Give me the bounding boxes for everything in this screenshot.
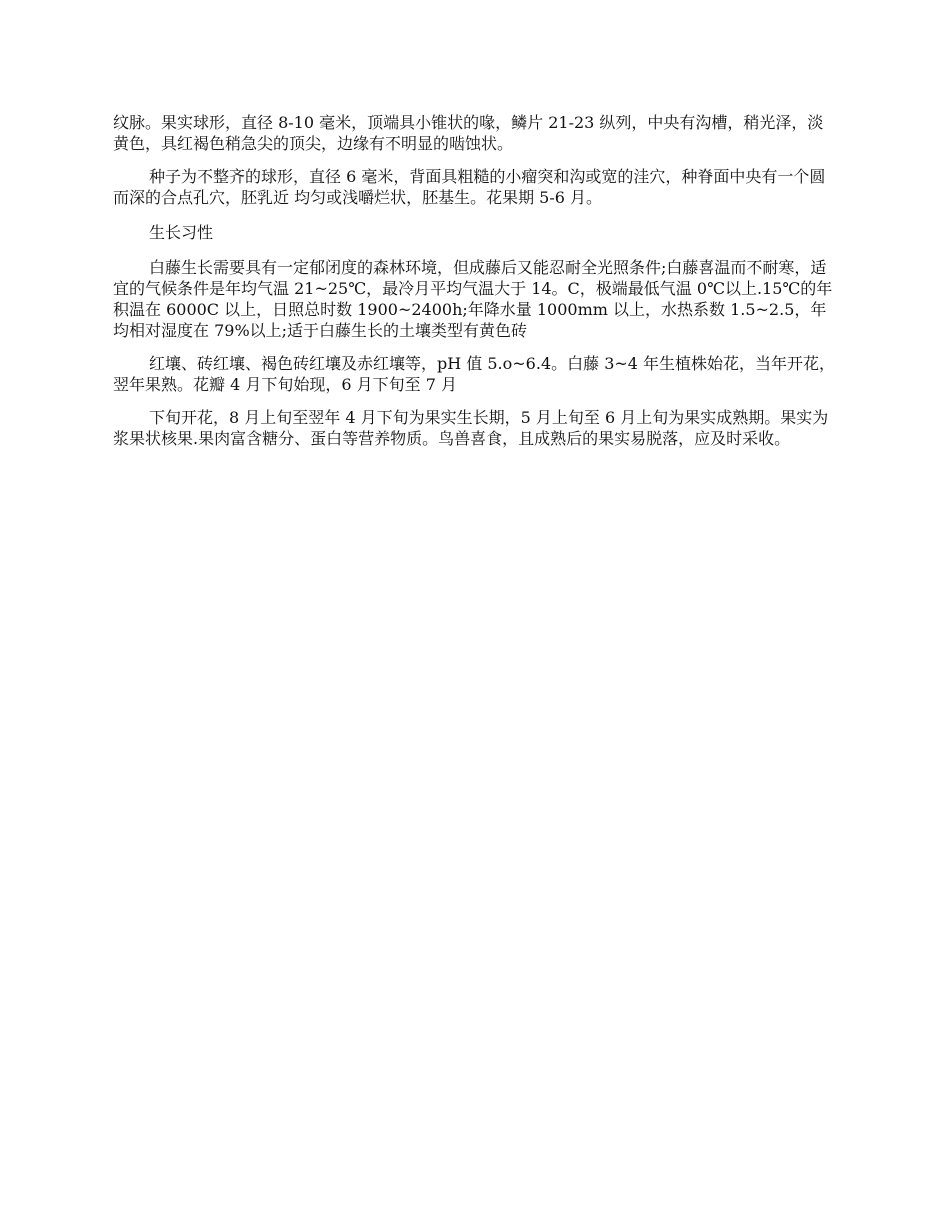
paragraph-fruiting-period: 下旬开花，8 月上旬至翌年 4 月下旬为果实生长期，5 月上旬至 6 月上旬为果实成熟期。果实为浆果状核果.果肉富含糖分、蛋白等营养物质。鸟兽喜食，且成熟后的果实易脱落，应及时采收。 (113, 408, 829, 448)
section-heading-growth-habit: 生长习性 (149, 223, 214, 242)
paragraph-seed-description: 种子为不整齐的球形，直径 6 毫米，背面具粗糙的小瘤突和沟或宽的洼穴，种脊面中央有一个圆而深的合点孔穴，胚乳近 均匀或浅嚼烂状，胚基生。花果期 5-6 月。 (113, 167, 826, 207)
document-page (113, 112, 839, 461)
paragraph-growth-conditions: 白藤生长需要具有一定郁闭度的森林环境，但成藤后又能忍耐全光照条件;白藤喜温而不耐寒，适宜的气候条件是年均气温 21~25℃，最冷月平均气温大于 14。C，极端最低气温 0℃以上.15℃的年积温在 6000C 以上，日照总时数 1900~2400h;年降水量 1000mm 以上，水热系数 1.5~2.5，年均相对湿度在 79%以上;适于白藤生长的土壤类型有黄色砖 (113, 258, 833, 340)
paragraph-soil-and-flowering: 红壤、砖红壤、褐色砖红壤及赤红壤等，pH 值 5.o~6.4。白藤 3~4 年生植株始花，当年开花，翌年果熟。花瓣 4 月下旬始现，6 月下旬至 7 月 (113, 354, 836, 394)
paragraph-fruit-description: 纹脉。果实球形，直径 8-10 毫米，顶端具小锥状的喙，鳞片 21-23 纵列，中央有沟槽，稍光泽，淡黄色，具红褐色稍急尖的顶尖，边缘有不明显的啮蚀状。 (113, 113, 824, 153)
